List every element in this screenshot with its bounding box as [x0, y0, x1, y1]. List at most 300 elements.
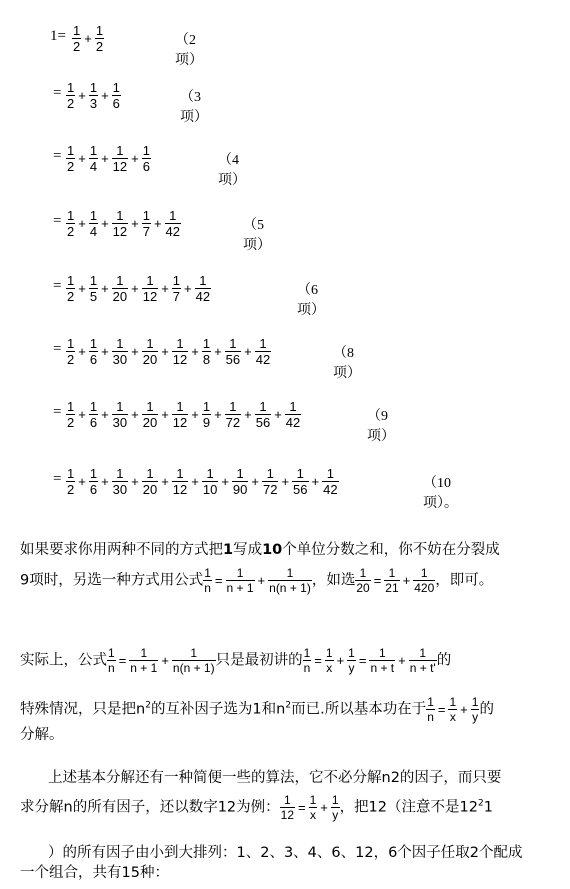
denominator: 20 [142, 414, 158, 430]
numerator: 1 [359, 566, 367, 580]
numerator: 1 [140, 646, 148, 660]
denominator: 6 [142, 158, 150, 174]
numerator: 1 [89, 335, 98, 351]
fraction [112, 274, 128, 303]
numerator: 1 [420, 566, 428, 580]
operator: + [398, 653, 406, 668]
denominator: 12 [172, 481, 188, 497]
denominator: n(n + 1) [269, 581, 311, 595]
operator: + [131, 280, 139, 296]
fraction [66, 337, 75, 366]
denominator: x [309, 808, 316, 822]
denominator: 2 [67, 95, 75, 111]
denominator: 4 [89, 223, 98, 239]
fraction [322, 467, 338, 496]
paragraph-3-line-2 [20, 794, 493, 821]
numerator: 1 [95, 22, 104, 38]
denominator: x [449, 710, 456, 724]
numerator: 1 [146, 465, 154, 481]
fraction-sum [66, 394, 301, 434]
fraction [172, 274, 181, 303]
term-count-label: （5项） [243, 218, 271, 253]
numerator: 1 [309, 793, 317, 807]
operator: = [358, 653, 367, 668]
equation-lead: = [53, 404, 62, 420]
fraction [172, 400, 188, 429]
term-count-label: （2项） [175, 33, 203, 68]
denominator: 8 [202, 351, 211, 367]
formula [426, 696, 479, 723]
fraction-sum [72, 18, 104, 58]
numerator: 1 [89, 465, 98, 481]
fraction [268, 567, 312, 594]
operator: = [118, 653, 127, 668]
text: 个单位分数之和，你不妨在分裂成 [282, 542, 500, 558]
numerator: 1 [67, 335, 75, 351]
numerator: 1 [427, 695, 434, 709]
fraction [89, 81, 98, 110]
denominator: 90 [232, 481, 248, 497]
operator: + [101, 150, 109, 166]
operator: + [191, 343, 199, 359]
text: ，即可。 [435, 572, 494, 589]
fraction [172, 467, 188, 496]
numerator: 1 [67, 207, 75, 223]
denominator: 9 [202, 414, 211, 430]
numerator: 1 [378, 646, 386, 660]
numerator: 1 [73, 22, 81, 38]
fraction [225, 400, 241, 429]
text: 的 [436, 652, 452, 669]
fraction [413, 567, 435, 594]
fraction [66, 400, 75, 429]
operator: + [78, 215, 86, 231]
operator: + [460, 702, 468, 717]
fraction [226, 567, 255, 594]
fraction [89, 400, 98, 429]
fraction [172, 337, 188, 366]
numerator: 1 [116, 272, 124, 288]
operator: + [161, 280, 169, 296]
denominator: n + 1 [226, 581, 254, 595]
numerator: 1 [172, 272, 181, 288]
fraction [66, 81, 75, 110]
numerator: 1 [206, 465, 214, 481]
equation-lead: 1= [50, 28, 66, 44]
fraction [303, 647, 312, 674]
fraction [325, 647, 334, 674]
numerator: 1 [176, 398, 184, 414]
numerator: 1 [326, 465, 334, 481]
denominator: 2 [67, 414, 75, 430]
denominator: 42 [285, 414, 301, 430]
numerator: 1 [116, 142, 124, 158]
paragraph-1-line-2 [20, 567, 493, 594]
fraction-sum [66, 268, 211, 308]
denominator: 2 [67, 288, 75, 304]
equation-lead: = [53, 148, 62, 164]
text: 而已.所以基本功在于 [291, 701, 427, 718]
numerator: 1 [190, 646, 198, 660]
operator: + [101, 215, 109, 231]
denominator: 12 [172, 414, 188, 430]
text: 1 [483, 799, 493, 816]
operator: + [101, 473, 109, 489]
numerator: 1 [202, 398, 211, 414]
text: 10 [262, 542, 283, 558]
term-count-label: （9项） [367, 409, 395, 444]
fraction [292, 467, 308, 496]
numerator: 1 [146, 272, 154, 288]
operator: + [78, 87, 86, 103]
numerator: 1 [89, 207, 98, 223]
numerator: 1 [303, 646, 311, 660]
numerator: 1 [142, 142, 150, 158]
denominator: 20 [142, 481, 158, 497]
numerator: 1 [67, 272, 75, 288]
denominator: n [427, 710, 434, 724]
operator: = [437, 702, 446, 717]
numerator: 1 [67, 79, 75, 95]
denominator: 12 [112, 158, 128, 174]
operator: + [274, 406, 282, 422]
numerator: 1 [236, 465, 244, 481]
text: 实际上，公式 [20, 652, 107, 669]
operator: + [78, 280, 86, 296]
operator: = [373, 573, 382, 588]
denominator: 42 [323, 481, 338, 497]
numerator: 1 [89, 142, 98, 158]
text: 1 [223, 542, 234, 558]
operator: + [184, 280, 192, 296]
term-count-label: （3项） [180, 90, 208, 125]
denominator: n [204, 581, 211, 595]
text: 分解。 [20, 727, 64, 743]
denominator: 5 [89, 288, 98, 304]
operator: + [244, 343, 252, 359]
numerator: 1 [89, 398, 98, 414]
numerator: 1 [388, 566, 396, 580]
term-count-label: （8项） [333, 346, 361, 381]
text: 9项时，另选一种方式用公式 [20, 572, 204, 589]
numerator: 1 [229, 335, 237, 351]
numerator: 1 [419, 646, 427, 660]
equation-lead: = [53, 341, 62, 357]
denominator: 12 [172, 351, 188, 367]
operator: + [191, 406, 199, 422]
numerator: 1 [89, 272, 98, 288]
numerator: 1 [176, 335, 184, 351]
denominator: n + t [370, 661, 395, 675]
fraction [66, 274, 75, 303]
fraction [202, 337, 211, 366]
equation-lead: = [53, 213, 62, 229]
operator: + [311, 473, 320, 489]
paragraph-2-line-3 [20, 728, 64, 743]
denominator: 420 [414, 581, 435, 595]
operator: + [214, 406, 222, 422]
operator: = [214, 573, 223, 588]
denominator: 21 [385, 581, 399, 595]
denominator: n [303, 661, 311, 675]
text: 求分解n的所有因子，还以数字12为例： [20, 799, 280, 816]
fraction [107, 647, 116, 674]
text: 的互补因子选为1和n [150, 701, 286, 718]
fraction [203, 567, 212, 594]
text: 如果要求你用两种不同的方式把 [20, 542, 223, 558]
fraction [331, 794, 340, 821]
denominator: 30 [112, 481, 128, 497]
fraction [285, 400, 301, 429]
fraction [142, 209, 151, 238]
fraction [262, 467, 278, 496]
operator: + [84, 30, 92, 46]
operator: + [336, 653, 345, 668]
numerator: 1 [289, 398, 297, 414]
numerator: 1 [348, 646, 355, 660]
text: 只是最初讲的 [215, 652, 303, 669]
operator: + [78, 343, 86, 359]
numerator: 1 [116, 465, 124, 481]
denominator: 6 [112, 95, 120, 111]
denominator: 30 [112, 351, 128, 367]
fraction [129, 647, 158, 674]
paragraph-2-line-2 [20, 696, 494, 723]
denominator: 20 [356, 581, 370, 595]
fraction [89, 209, 98, 238]
operator: + [131, 406, 139, 422]
fraction [232, 467, 248, 496]
superscript: 2 [285, 700, 292, 711]
numerator: 1 [202, 335, 211, 351]
denominator: 56 [255, 414, 271, 430]
fraction [142, 467, 158, 496]
denominator: n + t' [409, 661, 436, 675]
fraction [355, 567, 370, 594]
term-count-label: （10项）。 [423, 476, 458, 511]
fraction [89, 337, 98, 366]
text: 写成 [233, 542, 263, 558]
operator: + [153, 215, 162, 231]
denominator: n [108, 661, 115, 675]
denominator: 2 [67, 351, 75, 367]
denominator: 12 [112, 223, 128, 239]
denominator: 7 [142, 223, 150, 239]
numerator: 1 [449, 695, 457, 709]
fraction [112, 467, 128, 496]
denominator: 20 [112, 288, 128, 304]
fraction [225, 337, 241, 366]
operator: + [161, 473, 169, 489]
superscript: 2 [145, 700, 151, 711]
operator: + [78, 473, 86, 489]
numerator: 1 [116, 335, 124, 351]
denominator: 4 [89, 158, 98, 174]
example-formula [355, 567, 435, 594]
numerator: 1 [89, 79, 98, 95]
operator: + [131, 215, 139, 231]
fraction [384, 567, 399, 594]
term-count-label: （4项） [218, 153, 246, 188]
numerator: 1 [116, 207, 124, 223]
operator: + [101, 87, 109, 103]
operator: + [214, 343, 222, 359]
operator: + [131, 473, 139, 489]
operator: + [78, 150, 86, 166]
operator: = [298, 800, 306, 815]
fraction [409, 647, 437, 674]
numerator: 1 [259, 398, 267, 414]
fraction [255, 337, 271, 366]
fraction [202, 467, 218, 496]
operator: + [221, 473, 229, 489]
operator: + [161, 406, 169, 422]
fraction [66, 209, 75, 238]
paragraph-3-line-3 [48, 846, 523, 861]
fraction [347, 647, 356, 674]
operator: + [320, 800, 328, 815]
denominator: n + 1 [130, 661, 158, 675]
denominator: y [348, 661, 355, 675]
fraction [172, 647, 216, 674]
text: 上述基本分解还有一种简便一些的算法，它不必分解n2的因子，而只要 [48, 770, 502, 786]
fraction [72, 24, 81, 53]
numerator: 1 [325, 646, 333, 660]
denominator: x [326, 661, 333, 675]
fraction-sum [66, 203, 181, 243]
operator: + [131, 343, 139, 359]
operator: + [101, 406, 109, 422]
numerator: 1 [146, 398, 154, 414]
numerator: 1 [116, 398, 124, 414]
operator: + [402, 573, 411, 588]
fraction [89, 274, 98, 303]
numerator: 1 [259, 335, 267, 351]
fraction [142, 337, 158, 366]
paragraph-1-line-1 [20, 543, 500, 558]
denominator: 6 [89, 351, 98, 367]
fraction [255, 400, 271, 429]
paragraph-2-line-1 [20, 647, 451, 674]
numerator: 1 [108, 646, 115, 660]
denominator: 10 [202, 481, 218, 497]
numerator: 1 [296, 465, 304, 481]
fraction [448, 696, 457, 723]
paragraph-3-line-1 [48, 771, 501, 786]
text: 一个组合，共有15种： [20, 865, 169, 881]
fraction [142, 274, 158, 303]
numerator: 1 [67, 398, 75, 414]
term-count-label: （6项） [297, 283, 325, 318]
numerator: 1 [67, 142, 75, 158]
fraction [89, 144, 98, 173]
denominator: 56 [293, 481, 308, 497]
denominator: y [332, 808, 339, 822]
denominator: 6 [89, 414, 98, 430]
fraction [195, 274, 211, 303]
fraction [165, 209, 181, 238]
fraction-sum [66, 331, 271, 371]
fraction [309, 794, 318, 821]
fraction [112, 400, 128, 429]
numerator: 1 [283, 793, 291, 807]
fraction-sum [66, 138, 151, 178]
operator: + [257, 573, 266, 588]
denominator: 42 [195, 288, 211, 304]
fraction [112, 209, 128, 238]
numerator: 1 [112, 79, 120, 95]
denominator: 2 [67, 223, 75, 239]
text: 的 [479, 701, 494, 718]
operator: + [281, 473, 290, 489]
denominator: 6 [89, 481, 98, 497]
denominator: 72 [262, 481, 278, 497]
operator: + [131, 150, 139, 166]
numerator: 1 [286, 566, 294, 580]
operator: + [191, 473, 199, 489]
fraction [426, 696, 435, 723]
denominator: 30 [112, 414, 128, 430]
operator: + [244, 406, 252, 422]
operator: + [251, 473, 259, 489]
fraction [66, 467, 75, 496]
denominator: n(n + 1) [172, 661, 215, 675]
operator: = [314, 653, 322, 668]
denominator: 12 [142, 288, 158, 304]
numerator: 1 [471, 695, 479, 709]
denominator: y [472, 710, 479, 724]
text: ）的所有因子由小到大排列：1、2、3、4、6、12，6个因子任取2个配成 [48, 845, 523, 861]
numerator: 1 [266, 465, 274, 481]
fraction [66, 144, 75, 173]
numerator: 1 [142, 207, 150, 223]
fraction [369, 647, 395, 674]
denominator: 2 [73, 38, 81, 54]
denominator: 2 [67, 481, 75, 497]
text: 特殊情况，只是把n [20, 701, 146, 718]
fraction [112, 144, 128, 173]
fraction-sum [66, 75, 121, 115]
fraction [202, 400, 211, 429]
operator: + [101, 280, 109, 296]
denominator: 2 [95, 38, 104, 54]
numerator: 1 [199, 272, 207, 288]
numerator: 1 [169, 207, 177, 223]
fraction [280, 794, 295, 821]
formula [107, 647, 216, 674]
numerator: 1 [331, 793, 339, 807]
paragraph-3-line-4 [20, 866, 169, 881]
numerator: 1 [204, 566, 211, 580]
denominator: 12 [280, 808, 294, 822]
formula [203, 567, 312, 594]
operator: + [161, 653, 169, 668]
text: ，把12（注意不是12 [339, 799, 478, 816]
numerator: 1 [236, 566, 244, 580]
operator: + [101, 343, 109, 359]
text: ，如选 [311, 572, 356, 589]
operator: + [78, 406, 86, 422]
fraction [112, 81, 121, 110]
equation-lead: = [53, 85, 62, 101]
fraction [142, 400, 158, 429]
denominator: 3 [89, 95, 98, 111]
denominator: 42 [255, 351, 271, 367]
formula [303, 647, 437, 674]
numerator: 1 [67, 465, 75, 481]
equation-lead: = [53, 471, 62, 487]
operator: + [161, 343, 169, 359]
